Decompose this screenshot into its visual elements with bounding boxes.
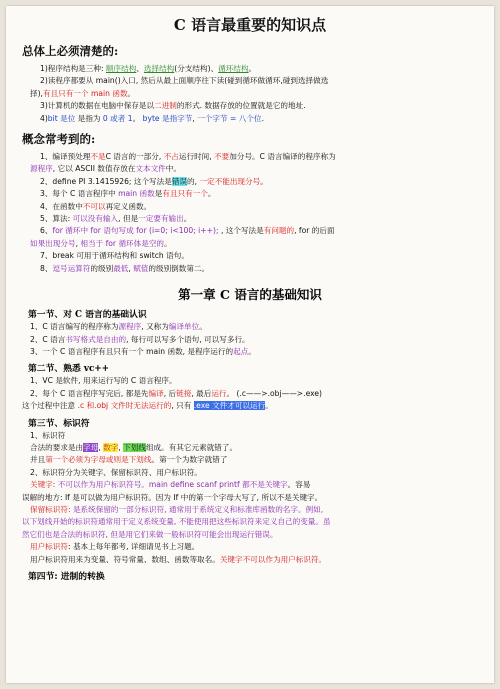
document-page	[6, 6, 494, 683]
s3-line-5: 关键字: 不可以作为用户标识符号。main define scanf printf 都不是关键字。容易	[30, 480, 311, 490]
s3-line-7: 保留标识符: 是系统保留的一部分标识符, 通常用于系统定义和标准库函数的名字。例如,	[30, 504, 324, 514]
s2-line-2: 2、每个 C 语言程序写完后, 都是先编译, 后链接, 最后运行。 (.c——>.obj——>.exe)	[30, 388, 323, 398]
s1-line-3: 3、一个 C 语言程序有且只有一个 main 函数, 是程序运行的起点。	[30, 346, 256, 356]
concept-6b: 如果出现分号, 相当于 for 循环体是空的。	[30, 238, 172, 248]
s3-line-10: 用户标识符: 基本上每年都考, 详细请见书上习题。	[30, 542, 200, 552]
concept-6: 6、for 循环中 for 语句写成 for (i=0; i<100; i++); , 这个写法是有问题的, for 的后面	[40, 226, 335, 236]
s3-line-1: 1、标识符	[30, 430, 66, 440]
overview-line-2: 2)读程序都要从 main()入口, 然后从最上面顺序往下读(碰到循环做循环,碰到选择做选	[40, 76, 329, 86]
page-title: C 语言最重要的知识点	[173, 16, 327, 34]
concept-1: 1、编译预处理不是C 语言的一部分, 不占运行时间, 不要加分号。C 语言编译的程序称为	[40, 152, 336, 162]
s3-line-3: 并且第一个必须为字母或则是下划线。第一个为数字就错了	[30, 455, 228, 465]
s1-line-2: 2、C 语言书写格式是自由的, 每行可以写多个语句, 可以写多行。	[30, 334, 250, 344]
section-2-title: 第二节、熟悉 vc++	[28, 364, 110, 375]
concept-2: 2、define PI 3.1415926; 这个写法是错误的, 一定不能出现分号。	[40, 176, 268, 186]
s3-line-6: 误解的地方: If 是可以做为用户标识符。因为 If 中的第一个字母大写了, 所以不是关键字。	[22, 492, 323, 502]
s3-line-4: 2、标识符分为关键字、保留标识符、用户标识符。	[30, 467, 202, 477]
section-1-title: 第一节、对 C 语言的基础认识	[28, 310, 147, 321]
overview-line-2b: 择),有且只有一个 main 函数。	[30, 88, 136, 98]
overview-heading: 总体上必须清楚的:	[22, 44, 119, 58]
concept-3: 3、每个 C 语言程序中 main 函数是有且只有一个。	[40, 189, 216, 199]
s3-line-2: 合法的要求是由字母, 数字, 下划线组成。有其它元素就错了。	[30, 442, 238, 452]
s3-line-11: 用户标识符用来为变量、符号常量、数组、函数等取名。关键字不可以作为用户标识符。	[30, 554, 327, 564]
s2-line-3: 这个过程中注意 .c 和.obj 文件时无法运行的, 只有 .exe 文件才可以运行。	[22, 401, 273, 411]
s1-line-1: 1、C 语言编写的程序称为源程序, 又称为编译单位。	[30, 322, 207, 332]
section-3-title: 第三节、标识符	[28, 418, 90, 429]
concept-5: 5、算法: 可以没有输入, 但是一定要有输出。	[40, 214, 192, 224]
concept-7: 7、break 可用于循环结构和 switch 语句。	[40, 251, 189, 261]
concepts-heading: 概念常考到的:	[22, 132, 96, 147]
overview-line-4: 4)bit 是位 是指为 0 或者 1。 byte 是指字节, 一个字节 = 八个位.	[40, 113, 264, 123]
s3-line-9: 然它们也是合法的标识符, 但是用它们来做一般标识符可能会出现运行错误。	[22, 529, 278, 539]
concept-4: 4、在函数中不可以再定义函数。	[40, 201, 152, 211]
s3-line-8: 以下划线开始的标识符通常用于定义系统变量, 不能使用把这些标识符来定义自己的变量。虽	[22, 517, 331, 527]
chapter-title: 第一章 C 语言的基础知识	[178, 287, 322, 303]
section-4-title: 第四节: 进制的转换	[28, 572, 105, 582]
concept-1b: 源程序, 它以 ASCII 数值存放在文本文件中。	[30, 164, 181, 174]
overview-line-1: 1)程序结构是三种: 顺序结构、选择结构(分支结构)、循环结构。	[40, 64, 257, 73]
concept-8: 8、逗号运算符的级别最低, 赋值的级别倒数第二。	[40, 263, 210, 273]
s2-line-1: 1、VC 是软件, 用来运行写的 C 语言程序。	[30, 376, 177, 386]
overview-line-3: 3)计算机的数据在电脑中保存是以二进制的形式. 数据存放的位置就是它的地址.	[40, 101, 306, 111]
